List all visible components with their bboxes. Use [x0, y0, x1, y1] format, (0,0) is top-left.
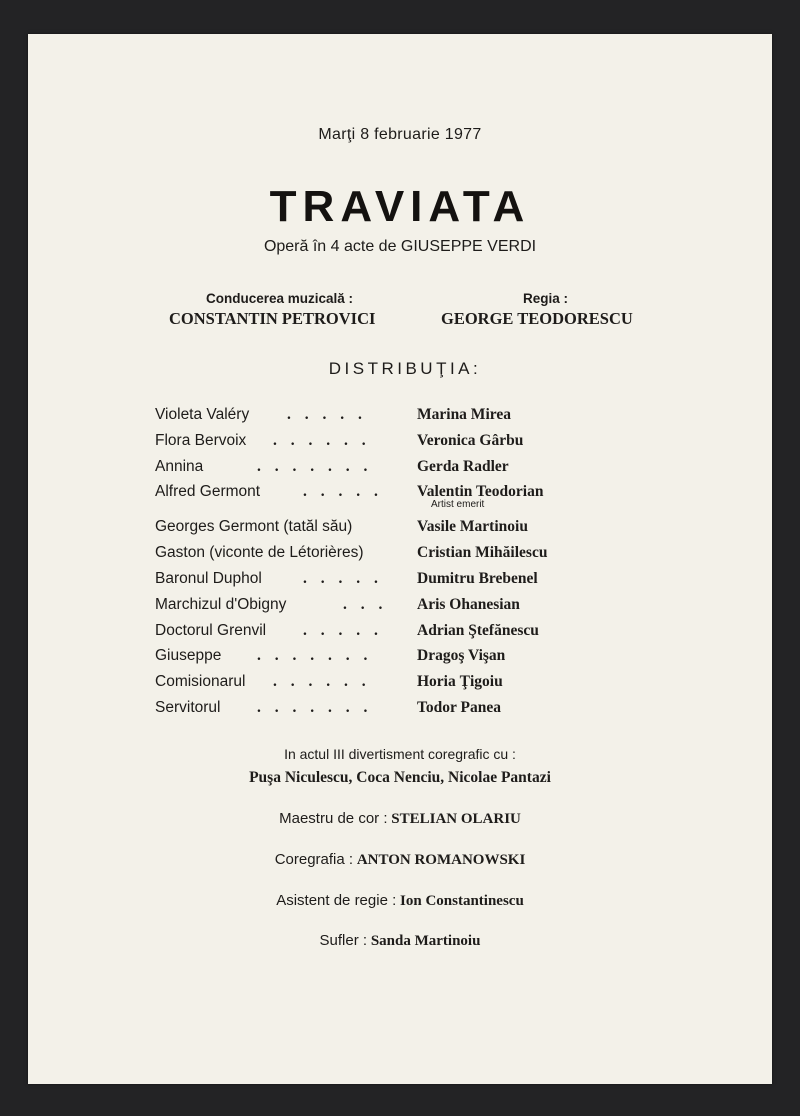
cast-row	[155, 673, 675, 699]
role-name: Giuseppe	[155, 647, 222, 665]
role-name: Gaston (viconte de Létorières)	[155, 544, 364, 562]
cast-row	[155, 483, 675, 518]
leader-dots: . . . . . . .	[257, 698, 373, 716]
role-name: Doctorul Grenvil	[155, 621, 267, 639]
cast-row	[155, 432, 675, 458]
leader-dots: . . . . .	[303, 621, 383, 639]
leader-dots: . . . . . . .	[257, 647, 373, 665]
cast-row	[155, 699, 675, 725]
director-label: Regia :	[523, 291, 569, 306]
leader-dots: . . . . .	[303, 483, 383, 501]
cast-row	[155, 518, 675, 544]
assistant-director-line	[28, 892, 772, 910]
chorus-master-label: Maestru de cor :	[279, 810, 388, 827]
singer-name: Dumitru Brebenel	[417, 569, 538, 587]
performance-date: Marţi 8 februarie 1977	[318, 126, 482, 143]
role-name: Servitorul	[155, 698, 221, 716]
chorus-master-name: STELIAN OLARIU	[391, 811, 521, 827]
ballet-dancers: Puşa Niculescu, Coca Nenciu, Nicolae Pantazi	[249, 769, 551, 786]
cast-row	[155, 570, 675, 596]
program-sheet	[28, 34, 772, 1084]
singer-name: Marina Mirea	[417, 406, 511, 423]
singer-name: Vasile Martinoiu	[417, 518, 528, 536]
role-name: Annina	[155, 457, 204, 475]
cast-row	[155, 596, 675, 622]
role-name: Baronul Duphol	[155, 569, 262, 587]
role-name: Georges Germont (tatăl său)	[155, 518, 353, 536]
prompter-name: Sanda Martinoiu	[370, 933, 481, 949]
cast-list	[155, 406, 675, 725]
singer-name: Gerda Radler	[417, 457, 509, 475]
choreography-label: Coregrafia :	[274, 851, 354, 868]
leader-dots: . . . . . .	[273, 673, 371, 691]
honorary-title: Artist emerit	[431, 499, 485, 511]
singer-name: Adrian Ştefănescu	[417, 621, 539, 639]
role-name: Violeta Valéry	[155, 406, 250, 423]
prompter-line	[28, 932, 772, 950]
singer-name: Valentin Teodorian	[417, 483, 544, 501]
singer-name: Horia Ţigoiu	[417, 673, 503, 691]
distribution-heading: DISTRIBUŢIA:	[328, 359, 482, 378]
singer-name: Aris Ohanesian	[417, 595, 520, 613]
director-name: GEORGE TEODORESCU	[441, 309, 633, 328]
singer-name: Cristian Mihăilescu	[417, 544, 548, 562]
role-name: Comisionarul	[155, 673, 246, 691]
leader-dots: . . . . . . .	[257, 457, 373, 475]
role-name: Flora Bervoix	[155, 431, 247, 449]
cast-row	[155, 647, 675, 673]
leader-dots: . . . . . .	[273, 431, 371, 449]
leader-dots: . . .	[343, 595, 388, 613]
role-name: Marchizul d'Obigny	[155, 595, 287, 613]
singer-name: Veronica Gârbu	[417, 431, 524, 449]
choreography-name: ANTON ROMANOWSKI	[356, 852, 526, 868]
cast-row	[155, 406, 675, 432]
assistant-director-label: Asistent de regie :	[276, 892, 397, 909]
conductor-name: CONSTANTIN PETROVICI	[169, 309, 376, 328]
singer-name: Todor Panea	[417, 698, 501, 716]
cast-row	[155, 622, 675, 648]
choreography-line	[28, 851, 772, 869]
cast-row	[155, 544, 675, 570]
singer-name: Dragoş Vişan	[417, 647, 506, 665]
conductor-label: Conducerea muzicală :	[206, 291, 354, 306]
role-name: Alfred Germont	[155, 483, 261, 501]
leader-dots: . . . . .	[303, 569, 383, 587]
opera-title: TRAVIATA	[269, 182, 531, 231]
opera-subtitle: Operă în 4 acte de GIUSEPPE VERDI	[263, 238, 537, 255]
leader-dots: . . . . .	[287, 406, 367, 423]
chorus-master-line	[28, 810, 772, 828]
cast-row	[155, 458, 675, 484]
prompter-label: Sufler :	[319, 932, 368, 949]
assistant-director-name: Ion Constantinescu	[400, 893, 524, 909]
ballet-intro: In actul III divertisment coregrafic cu :	[284, 746, 516, 762]
